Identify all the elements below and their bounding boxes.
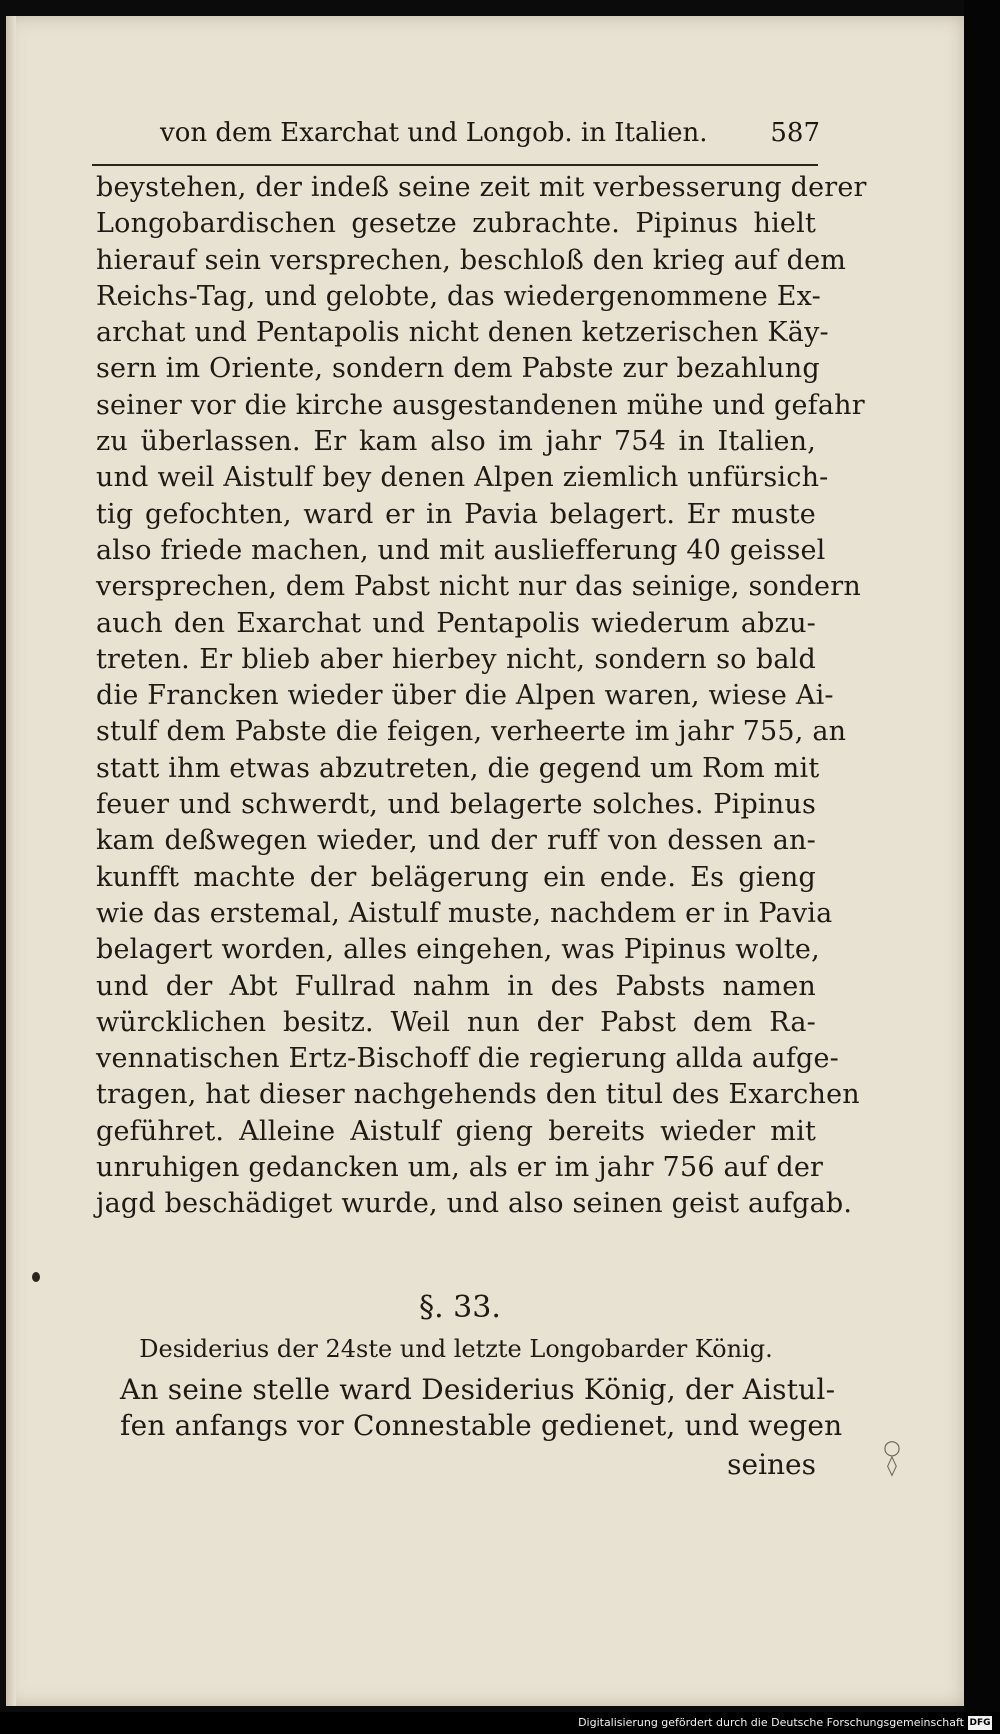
text-line: An seine stelle ward Desiderius König, der Aistul- — [120, 1373, 836, 1406]
funding-credit: Digitalisierung gefördert durch die Deutsche Forschungsgemeinschaft — [578, 1716, 964, 1729]
text-line: Longobardischen gesetze zubrachte. Pipinus hielt — [96, 208, 816, 240]
body-text — [96, 170, 867, 1223]
page-number: 587 — [770, 118, 820, 148]
text-line: treten. Er blieb aber hierbey nicht, sondern so bald — [96, 643, 816, 675]
section-text — [120, 1372, 843, 1445]
text-line: unruhigen gedancken um, als er im jahr 756 auf der — [96, 1152, 824, 1184]
text-line: versprechen, dem Pabst nicht nur das seinige, sondern — [96, 571, 861, 603]
text-line: beystehen, der indeß seine zeit mit verbesserung derer — [96, 172, 867, 203]
catchword: seines — [727, 1448, 816, 1481]
text-line: vennatischen Ertz-Bischoff die regierung allda aufge- — [96, 1043, 840, 1075]
library-stamp: ○ ◊ — [883, 1435, 901, 1477]
section-number: §. 33. — [419, 1290, 501, 1325]
section-heading: Desiderius der 24ste und letzte Longobarder König. — [139, 1335, 773, 1363]
text-line: zu überlassen. Er kam also im jahr 754 in Italien, — [96, 426, 816, 458]
text-line: archat und Pentapolis nicht denen ketzerischen Käy- — [96, 317, 829, 349]
text-line: kunfft machte der belägerung ein ende. Es gieng — [96, 861, 816, 893]
text-line: wie das erstemal, Aistulf muste, nachdem er in Pavia — [96, 897, 833, 929]
text-line: statt ihm etwas abzutreten, die gegend um Rom mit — [96, 752, 820, 784]
text-line: seiner vor die kirche ausgestandenen mühe und gefahr — [96, 389, 865, 421]
margin-mark — [32, 1272, 40, 1282]
text-line: tragen, hat dieser nachgehends den titul des Exarchen — [96, 1079, 860, 1111]
text-line: hierauf sein versprechen, beschloß den krieg auf dem — [96, 244, 847, 276]
text-line: kam deßwegen wieder, und der ruff von dessen an- — [96, 825, 816, 857]
text-line: und der Abt Fullrad nahm in des Pabsts namen — [96, 970, 816, 1002]
running-title: von dem Exarchat und Longob. in Italien. — [160, 118, 708, 148]
text-line: belagert worden, alles eingehen, was Pipinus wolte, — [96, 934, 820, 966]
dfg-logo: DFG — [969, 1718, 991, 1728]
text-line: also friede machen, und mit ausliefferung 40 geissel — [96, 534, 826, 566]
text-line: stulf dem Pabste die feigen, verheerte im jahr 755, an — [96, 716, 847, 748]
page-edge — [6, 16, 16, 1706]
text-line: fen anfangs vor Connestable gedienet, und wegen — [120, 1409, 843, 1443]
text-line: jagd beschädiget wurde, und also seinen geist aufgab. — [96, 1188, 853, 1220]
text-line: würcklichen besitz. Weil nun der Pabst dem Ra- — [96, 1006, 816, 1038]
scan-border — [964, 0, 1000, 1734]
text-line: auch den Exarchat und Pentapolis wiederum abzu- — [96, 607, 816, 639]
header-rule — [92, 164, 818, 166]
text-line: die Francken wieder über die Alpen waren, wiese Ai- — [96, 680, 834, 712]
text-line: sern im Oriente, sondern dem Pabste zur bezahlung — [96, 353, 820, 385]
text-line: feuer und schwerdt, und belagerte solches. Pipinus — [96, 789, 816, 821]
text-line: geführet. Alleine Aistulf gieng bereits wieder mit — [96, 1115, 816, 1147]
text-line: und weil Aistulf bey denen Alpen ziemlich unfürsich- — [96, 462, 829, 494]
text-line: tig gefochten, ward er in Pavia belagert. Er muste — [96, 498, 816, 530]
running-header — [160, 118, 820, 152]
text-line: Reichs-Tag, und gelobte, das wiedergenommene Ex- — [96, 280, 821, 312]
